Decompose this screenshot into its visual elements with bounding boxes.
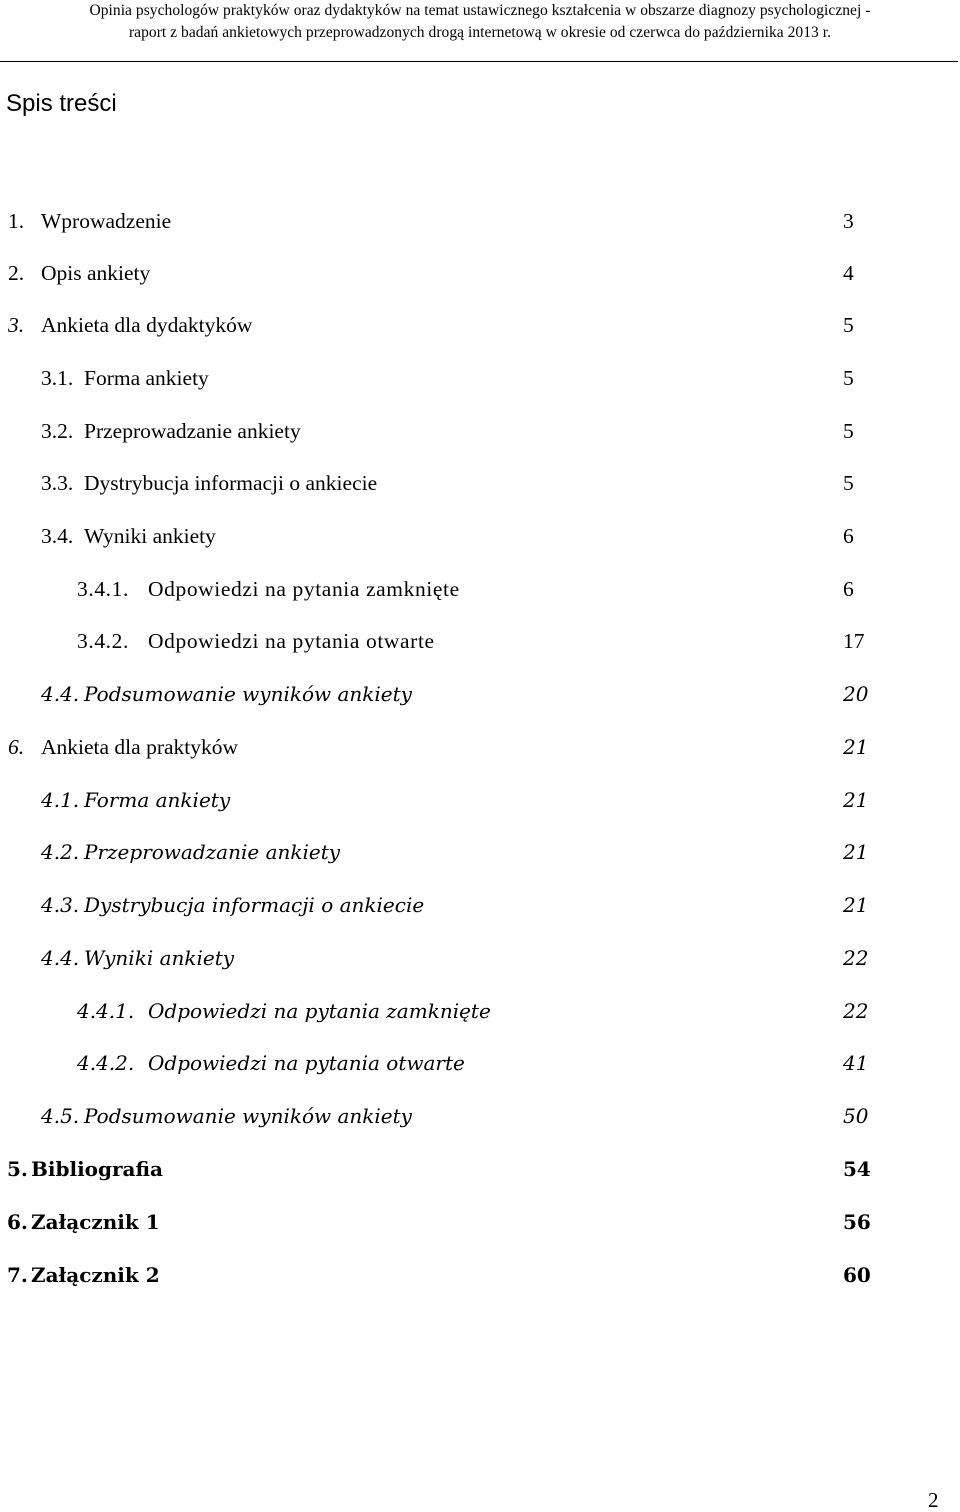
toc-entry-title: Bibliografia xyxy=(31,1157,164,1181)
toc-entry-title: Ankieta dla dydaktyków xyxy=(41,313,253,337)
toc-entry-title: Odpowiedzi na pytania zamknięte xyxy=(148,577,460,601)
toc-entry-label xyxy=(41,519,216,553)
running-header xyxy=(0,0,960,44)
toc-entry-label xyxy=(8,730,238,764)
toc-entry[interactable] xyxy=(0,783,960,817)
toc-entry-page: 21 xyxy=(843,840,869,864)
toc-entry-number: 4.4. xyxy=(41,946,80,970)
toc-entry-label xyxy=(7,1205,160,1239)
toc-entry-number: 3.4.1. xyxy=(77,577,129,601)
toc-entry-number: 4.4. xyxy=(41,682,80,706)
toc-entry-page: 20 xyxy=(843,682,869,706)
toc-entry-number: 3.4. xyxy=(41,524,74,548)
toc-entry-title: Forma ankiety xyxy=(84,788,231,812)
toc-entry-label xyxy=(41,1099,412,1133)
toc-entry-page: 21 xyxy=(843,788,869,812)
toc-entry-page: 4 xyxy=(843,261,854,285)
toc-entry[interactable] xyxy=(0,1205,960,1239)
toc-entry-label xyxy=(7,1152,163,1186)
toc-entry-number: 2. xyxy=(8,261,25,285)
toc-entry-title: Opis ankiety xyxy=(41,261,151,285)
toc-entry-label xyxy=(41,414,301,448)
toc-entry-number: 4.4.1. xyxy=(77,999,135,1023)
toc-entry-number: 5. xyxy=(7,1157,28,1181)
toc-entry-page: 60 xyxy=(843,1263,871,1287)
toc-entry[interactable] xyxy=(0,1258,960,1292)
toc-entry-title: Podsumowanie wyników ankiety xyxy=(84,682,412,706)
toc-entry-number: 4.1. xyxy=(41,788,80,812)
toc-entry[interactable] xyxy=(0,624,960,658)
toc-entry[interactable] xyxy=(0,1046,960,1080)
toc-entry-label xyxy=(77,572,460,606)
toc-entry-title: Wprowadzenie xyxy=(41,209,172,233)
toc-entry-title: Forma ankiety xyxy=(84,366,209,390)
toc-entry-title: Odpowiedzi na pytania otwarte xyxy=(148,1051,465,1075)
toc-entry-label xyxy=(77,624,435,658)
running-header-line-1: Opinia psychologów praktyków oraz dydaktyków na temat ustawicznego kształcenia w obszarze diagnozy psychologicznej - xyxy=(89,2,871,19)
toc-entry[interactable] xyxy=(0,204,960,238)
toc-entry-page: 3 xyxy=(843,209,854,233)
toc-entry[interactable] xyxy=(0,1099,960,1133)
toc-entry-number: 4.5. xyxy=(41,1104,80,1128)
toc-entry-label xyxy=(77,994,491,1028)
toc-entry-title: Odpowiedzi na pytania zamknięte xyxy=(148,999,491,1023)
toc-entry-page: 56 xyxy=(843,1210,871,1234)
toc-entry-title: Wyniki ankiety xyxy=(84,946,235,970)
toc-entry-page: 41 xyxy=(843,1051,869,1075)
toc-entry-title: Wyniki ankiety xyxy=(84,524,216,548)
toc-entry-page: 6 xyxy=(843,524,854,548)
toc-entry-title: Podsumowanie wyników ankiety xyxy=(84,1104,412,1128)
toc-entry-label xyxy=(41,783,230,817)
toc-entry-page: 50 xyxy=(843,1104,869,1128)
toc-entry-page: 21 xyxy=(843,735,869,759)
toc-entry-label xyxy=(41,941,234,975)
toc-entry-number: 3. xyxy=(8,313,25,337)
toc-entry-title: Załącznik 2 xyxy=(31,1263,160,1287)
toc-entry[interactable] xyxy=(0,519,960,553)
toc-entry-label xyxy=(8,204,171,238)
header-divider xyxy=(0,61,958,62)
toc-entry-title: Ankieta dla praktyków xyxy=(41,735,239,759)
toc-entry-label xyxy=(7,1258,160,1292)
toc-entry-label xyxy=(41,888,424,922)
toc-entry-label xyxy=(41,466,377,500)
toc-entry-number: 3.4.2. xyxy=(77,629,129,653)
toc-entry[interactable] xyxy=(0,941,960,975)
toc-entry-label xyxy=(8,308,252,342)
toc-entry-label xyxy=(41,677,412,711)
toc-entry-page: 22 xyxy=(843,946,869,970)
running-header-line-2: raport z badań ankietowych przeprowadzonych drogą internetową w okresie od czerwca do października 2013 r. xyxy=(128,24,832,41)
toc-entry-number: 4.2. xyxy=(41,840,80,864)
toc-entry-page: 17 xyxy=(843,629,865,653)
toc-entry-label xyxy=(8,256,150,290)
page-number: 2 xyxy=(928,1488,939,1512)
toc-entry-page: 5 xyxy=(843,419,854,443)
toc-entry-label xyxy=(41,835,340,869)
toc-entry-title: Załącznik 1 xyxy=(31,1210,160,1234)
toc-entry-number: 3.2. xyxy=(41,419,74,443)
toc-entry[interactable] xyxy=(0,994,960,1028)
toc-entry[interactable] xyxy=(0,677,960,711)
toc-entry[interactable] xyxy=(0,466,960,500)
toc-entry[interactable] xyxy=(0,888,960,922)
toc-entry-number: 6. xyxy=(8,735,25,759)
toc-entry[interactable] xyxy=(0,414,960,448)
toc-entry-title: Przeprowadzanie ankiety xyxy=(84,840,341,864)
toc-entry-number: 3.3. xyxy=(41,471,74,495)
toc-entry-page: 6 xyxy=(843,577,854,601)
toc-entry[interactable] xyxy=(0,572,960,606)
toc-entry[interactable] xyxy=(0,1152,960,1186)
toc-entry-page: 54 xyxy=(843,1157,871,1181)
toc-entry[interactable] xyxy=(0,308,960,342)
toc-entry-title: Dystrybucja informacji o ankiecie xyxy=(84,893,425,917)
toc-entry-number: 1. xyxy=(8,209,25,233)
toc-entry-number: 3.1. xyxy=(41,366,74,390)
toc-entry[interactable] xyxy=(0,361,960,395)
toc-entry-number: 4.3. xyxy=(41,893,80,917)
toc-entry[interactable] xyxy=(0,730,960,764)
toc-entry-page: 5 xyxy=(843,471,854,495)
toc-entry-page: 21 xyxy=(843,893,869,917)
toc-entry[interactable] xyxy=(0,256,960,290)
toc-entry-page: 22 xyxy=(843,999,869,1023)
toc-entry-page: 5 xyxy=(843,313,854,337)
toc-entry-number: 7. xyxy=(7,1263,28,1287)
toc-entry-page: 5 xyxy=(843,366,854,390)
toc-entry-title: Przeprowadzanie ankiety xyxy=(84,419,301,443)
toc-entry[interactable] xyxy=(0,835,960,869)
toc-entry-title: Odpowiedzi na pytania otwarte xyxy=(148,629,435,653)
toc-entry-label xyxy=(41,361,209,395)
toc-entry-number: 6. xyxy=(7,1210,28,1234)
toc-entry-label xyxy=(77,1046,465,1080)
toc-title: Spis treści xyxy=(6,90,117,117)
toc-entry-title: Dystrybucja informacji o ankiecie xyxy=(84,471,378,495)
toc-entry-number: 4.4.2. xyxy=(77,1051,135,1075)
